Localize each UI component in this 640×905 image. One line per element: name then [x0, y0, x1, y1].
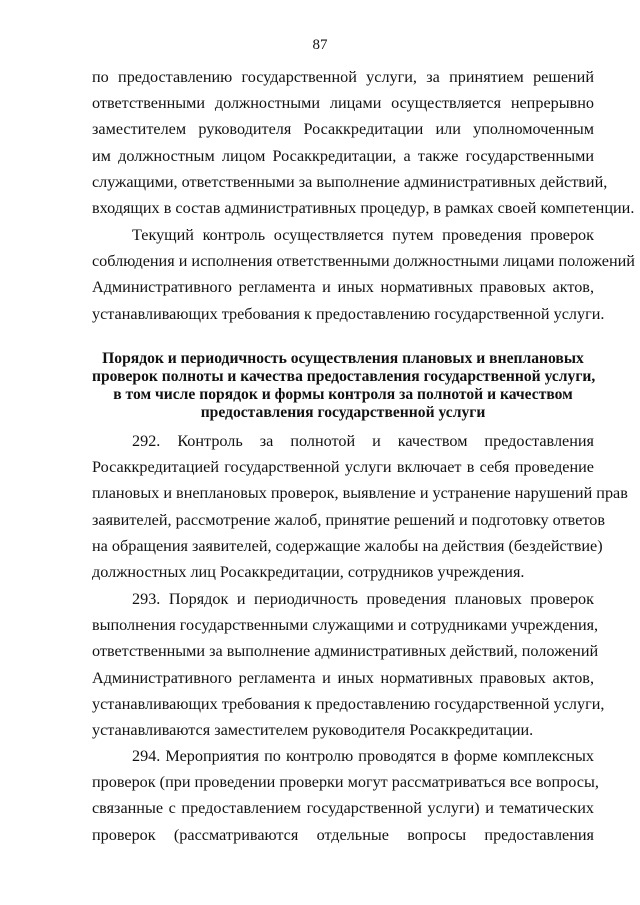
text-line: связанные с предоставлением государственной услуги) и тематических: [92, 799, 594, 818]
text-line: заявителей, рассмотрение жалоб, принятие решений и подготовку ответов: [92, 510, 605, 529]
text-line: устанавливающих требования к предоставлению государственной услуги.: [92, 304, 605, 323]
text-line: Административного регламента и иных нормативных правовых актов,: [92, 668, 594, 687]
text-line: плановых и внеплановых проверок, выявление и устранение нарушений прав: [92, 484, 628, 503]
text-line: соблюдения и исполнения ответственными должностными лицами положений: [92, 252, 635, 271]
text-line: выполнения государственными служащими и сотрудниками учреждения,: [92, 616, 599, 635]
text-line: заместителем руководителя Росаккредитации или уполномоченным: [92, 120, 594, 139]
paragraph-292: [92, 428, 628, 585]
text-line: проверок (рассматриваются отдельные вопросы предоставления: [92, 825, 594, 844]
text-line: входящих в состав административных процедур, в рамках своей компетенции.: [92, 198, 635, 217]
text-line: 292. Контроль за полнотой и качеством предоставления: [132, 432, 594, 450]
paragraph-294: [92, 743, 599, 848]
text-line: устанавливаются заместителем руководителя Росаккредитации.: [92, 720, 534, 739]
text-line: Текущий контроль осуществляется путем проведения проверок: [132, 226, 594, 244]
text-line: проверок (при проведении проверки могут рассматриваться все вопросы,: [92, 773, 599, 792]
text-line: 293. Порядок и периодичность проведения плановых проверок: [132, 590, 594, 608]
page-number: 87: [312, 37, 328, 53]
text-line: им должностным лицом Росаккредитации, а также государственными: [92, 146, 594, 165]
text-line: Административного регламента и иных нормативных правовых актов,: [92, 278, 594, 297]
heading-line: Порядок и периодичность осуществления плановых и внеплановых: [102, 350, 584, 367]
text-line: должностных лиц Росаккредитации, сотрудников учреждения.: [92, 562, 525, 581]
text-line: Росаккредитацией государственной услуги включает в себя проведение: [92, 458, 594, 477]
paragraph-continuation: [92, 64, 635, 221]
heading-line: проверок полноты и качества предоставления государственной услуги,: [92, 368, 596, 385]
text-line: ответственными за выполнение административных действий, положений: [92, 642, 599, 661]
paragraph-current-control: [92, 222, 635, 327]
section-heading: [92, 350, 594, 422]
heading-line: в том числе порядок и формы контроля за полнотой и качеством: [113, 386, 573, 403]
text-line: ответственными должностными лицами осуществляется непрерывно: [92, 94, 594, 113]
text-line: 294. Мероприятия по контролю проводятся в форме комплексных: [132, 747, 594, 765]
text-line: по предоставлению государственной услуги, за принятием решений: [92, 68, 594, 86]
paragraph-293: [92, 586, 605, 743]
text-line: устанавливающих требования к предоставлению государственной услуги,: [92, 694, 605, 713]
heading-line: предоставления государственной услуги: [200, 404, 486, 421]
text-line: служащими, ответственными за выполнение административных действий,: [92, 172, 608, 191]
text-line: на обращения заявителей, содержащие жалобы на действия (бездействие): [92, 536, 603, 555]
